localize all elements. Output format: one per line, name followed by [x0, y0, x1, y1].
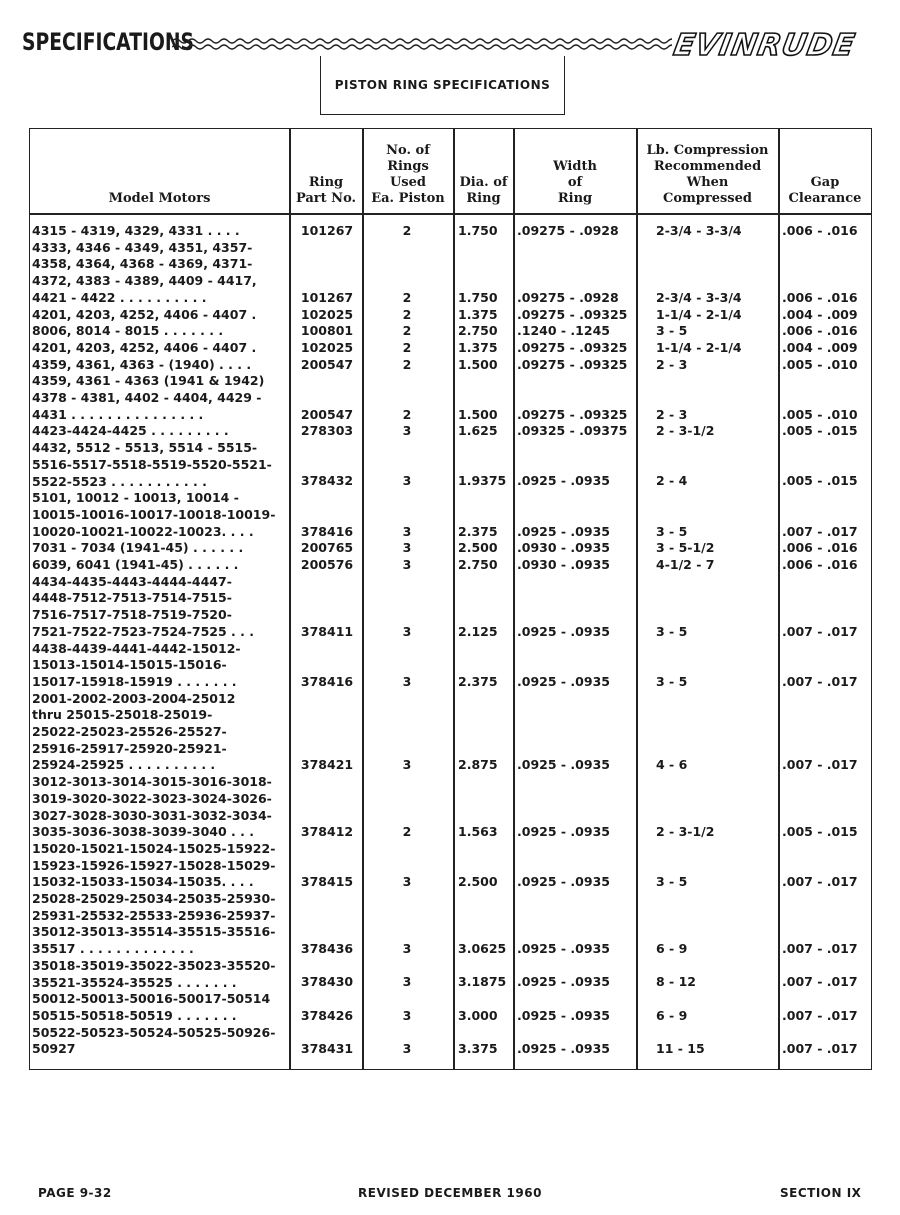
cell-comp: 11 - 15: [656, 1041, 705, 1057]
cell-comp: 2 - 3-1/2: [656, 824, 715, 840]
table-row: [30, 891, 871, 958]
cell-rings: 2: [402, 306, 412, 322]
table-row: [30, 641, 871, 691]
cell-rings: 3: [402, 557, 412, 572]
cell-rings: 3: [402, 523, 412, 539]
cell-dia: 1.375: [458, 306, 498, 322]
cell-rings: 2: [402, 824, 412, 840]
cell-rings: 3: [402, 673, 412, 689]
cell-dia: 2.750: [458, 323, 498, 339]
col-header-width: Width of Ring: [553, 159, 597, 206]
cell-part: 200547: [300, 356, 354, 372]
cell-model: 4423-4424-4425 . . . . . . . . .: [32, 423, 229, 439]
cell-model: 4315 - 4319, 4329, 4331 . . . .: [32, 223, 240, 238]
cell-gap: .006 - .016: [782, 289, 858, 305]
cell-model: 6039, 6041 (1941-45) . . . . . .: [32, 557, 239, 572]
table-row: [30, 423, 871, 440]
cell-dia: 1.563: [458, 824, 498, 840]
cell-gap: .004 - .009: [782, 306, 858, 322]
cell-part: 378416: [300, 673, 354, 689]
cell-comp: 2-3/4 - 3-3/4: [656, 289, 742, 305]
col-header-model: Model Motors: [108, 191, 211, 206]
cell-rings: 3: [402, 974, 412, 990]
cell-gap: .007 - .017: [782, 1007, 858, 1023]
col-header-gap: Gap Clearance: [788, 175, 862, 206]
table-row: [30, 958, 871, 991]
brand-logo: EVINRUDE: [670, 28, 858, 63]
cell-dia: 2.500: [458, 874, 498, 890]
cell-dia: 2.125: [458, 623, 498, 639]
cell-width: .1240 - .1245: [517, 323, 610, 339]
cell-part: 102025: [300, 306, 354, 322]
cell-model: 4432, 5512 - 5513, 5514 - 5515- 5516-5517-5518-5519-5520-5521- 5522-5523 . . . . . . . . . . .: [32, 440, 272, 489]
cell-width: .0925 - .0935: [517, 874, 610, 890]
cell-dia: 2.750: [458, 557, 498, 572]
cell-comp: 3 - 5: [656, 523, 688, 539]
cell-part: 378411: [300, 623, 354, 639]
cell-rings: 2: [402, 406, 412, 422]
cell-width: .0925 - .0935: [517, 941, 610, 957]
cell-comp: 6 - 9: [656, 1007, 688, 1023]
cell-part: 378436: [300, 941, 354, 957]
cell-gap: .005 - .015: [782, 473, 858, 489]
cell-part: 100801: [300, 323, 354, 339]
table-title: PISTON RING SPECIFICATIONS: [334, 78, 551, 92]
table-row: [30, 223, 871, 240]
cell-comp: 3 - 5: [656, 323, 688, 339]
header-divider: [30, 213, 871, 215]
cell-model: 4359, 4361 - 4363 (1941 & 1942) 4378 - 4381, 4402 - 4404, 4429 - 4431 . . . . . . . . . . . . . . .: [32, 373, 265, 422]
cell-gap: .007 - .017: [782, 974, 858, 990]
cell-dia: 2.500: [458, 540, 498, 556]
table-row: [30, 373, 871, 423]
revision-date: REVISED DECEMBER 1960: [358, 1186, 542, 1200]
cell-gap: .007 - .017: [782, 874, 858, 890]
cell-rings: 2: [402, 289, 412, 305]
cell-gap: .007 - .017: [782, 941, 858, 957]
cell-width: .0930 - .0935: [517, 557, 610, 572]
table-row: [30, 540, 871, 557]
cell-part: 378421: [300, 757, 354, 773]
table-row: [30, 574, 871, 641]
table-row: [30, 240, 871, 307]
cell-model: 4201, 4203, 4252, 4406 - 4407 .: [32, 306, 257, 322]
cell-model: 50012-50013-50016-50017-50514 50515-50518-50519 . . . . . . .: [32, 991, 271, 1023]
cell-dia: 2.375: [458, 673, 498, 689]
cell-model: 25028-25029-25034-25035-25930- 25931-25532-25533-25936-25937- 35012-35013-35514-35515-35516- 35517 . . . . . . . . . . . . .: [32, 891, 276, 957]
cell-model: 4333, 4346 - 4349, 4351, 4357- 4358, 4364, 4368 - 4369, 4371- 4372, 4383 - 4389, 4409 - 4417, 4421 - 4422 . . . . . . . . . .: [32, 239, 257, 305]
table-row: [30, 557, 871, 574]
cell-dia: 1.500: [458, 406, 498, 422]
cell-gap: .006 - .016: [782, 540, 858, 556]
col-header-dia: Dia. of Ring: [459, 175, 508, 206]
cell-model: 4438-4439-4441-4442-15012- 15013-15014-15015-15016- 15017-15918-15919 . . . . . . .: [32, 640, 241, 689]
cell-comp: 8 - 12: [656, 974, 696, 990]
cell-rings: 2: [402, 356, 412, 372]
cell-gap: .007 - .017: [782, 673, 858, 689]
cell-dia: 2.875: [458, 757, 498, 773]
cell-gap: .007 - .017: [782, 757, 858, 773]
cell-part: 378415: [300, 874, 354, 890]
cell-comp: 3 - 5: [656, 673, 688, 689]
cell-width: .09275 - .09325: [517, 406, 628, 422]
table-row: [30, 490, 871, 540]
cell-model: 4359, 4361, 4363 - (1940) . . . .: [32, 356, 252, 372]
table-row: [30, 1025, 871, 1058]
cell-part: 200547: [300, 406, 354, 422]
cell-width: .0930 - .0935: [517, 540, 610, 556]
cell-gap: .007 - .017: [782, 1041, 858, 1057]
cell-dia: 3.375: [458, 1041, 498, 1057]
cell-model: 3012-3013-3014-3015-3016-3018- 3019-3020-3022-3023-3024-3026- 3027-3028-3030-3031-3032-3034- 3035-3036-3038-3039-3040 . . .: [32, 774, 272, 840]
cell-dia: 1.750: [458, 289, 498, 305]
cell-part: 378431: [300, 1041, 354, 1057]
cell-comp: 2-3/4 - 3-3/4: [656, 223, 742, 238]
cell-gap: .007 - .017: [782, 523, 858, 539]
cell-gap: .005 - .010: [782, 356, 858, 372]
cell-rings: 3: [402, 757, 412, 773]
cell-part: 378426: [300, 1007, 354, 1023]
cell-width: .09325 - .09375: [517, 423, 628, 439]
cell-dia: 3.000: [458, 1007, 498, 1023]
cell-width: .09275 - .09325: [517, 339, 628, 355]
cell-rings: 3: [402, 540, 412, 556]
cell-dia: 1.625: [458, 423, 498, 439]
cell-dia: 1.375: [458, 339, 498, 355]
cell-rings: 3: [402, 623, 412, 639]
col-header-compression: Lb. Compression Recommended When Compressed: [646, 143, 769, 206]
cell-part: 102025: [300, 339, 354, 355]
cell-part: 378416: [300, 523, 354, 539]
cell-comp: 6 - 9: [656, 941, 688, 957]
cell-comp: 2 - 3: [656, 406, 688, 422]
cell-gap: .007 - .017: [782, 623, 858, 639]
cell-width: .0925 - .0935: [517, 1007, 610, 1023]
cell-model: 8006, 8014 - 8015 . . . . . . .: [32, 323, 224, 339]
table-row: [30, 340, 871, 357]
cell-dia: 1.500: [458, 356, 498, 372]
cell-width: .0925 - .0935: [517, 623, 610, 639]
cell-part: 200576: [300, 557, 354, 572]
cell-part: 200765: [300, 540, 354, 556]
cell-width: .09275 - .09325: [517, 356, 628, 372]
cell-part: 378412: [300, 824, 354, 840]
table-row: [30, 357, 871, 374]
cell-model: 50522-50523-50524-50525-50926- 50927: [32, 1024, 276, 1057]
page-number: PAGE 9-32: [38, 1186, 112, 1200]
cell-comp: 3 - 5-1/2: [656, 540, 715, 556]
cell-comp: 2 - 3-1/2: [656, 423, 715, 439]
cell-gap: .004 - .009: [782, 339, 858, 355]
cell-rings: 3: [402, 1007, 412, 1023]
cell-model: 4434-4435-4443-4444-4447- 4448-7512-7513-7514-7515- 7516-7517-7518-7519-7520- 7521-7522-7523-7524-7525 . . .: [32, 573, 255, 639]
cell-width: .0925 - .0935: [517, 523, 610, 539]
cell-part: 278303: [300, 423, 354, 439]
table-row: [30, 440, 871, 490]
cell-dia: 1.750: [458, 223, 498, 238]
cell-dia: 1.9375: [458, 473, 507, 489]
table-row: [30, 774, 871, 841]
cell-rings: 3: [402, 1041, 412, 1057]
col-header-part: Ring Part No.: [295, 175, 357, 206]
cell-rings: 3: [402, 941, 412, 957]
cell-rings: 2: [402, 323, 412, 339]
cell-model: 15020-15021-15024-15025-15922- 15923-15926-15927-15028-15029- 15032-15033-15034-15035. . . .: [32, 840, 276, 890]
cell-gap: .006 - .016: [782, 323, 858, 339]
cell-comp: 2 - 3: [656, 356, 688, 372]
table-row: [30, 991, 871, 1024]
specifications-table: [29, 128, 872, 1070]
cell-gap: .006 - .016: [782, 557, 858, 572]
cell-rings: 2: [402, 339, 412, 355]
cell-comp: 3 - 5: [656, 874, 688, 890]
col-header-rings: No. of Rings Used Ea. Piston: [371, 143, 445, 206]
cell-rings: 3: [402, 874, 412, 890]
cell-model: 5101, 10012 - 10013, 10014 - 10015-10016-10017-10018-10019- 10020-10021-10022-10023. . . .: [32, 490, 276, 539]
cell-width: .09275 - .0928: [517, 223, 619, 238]
cell-gap: .005 - .015: [782, 824, 858, 840]
cell-dia: 2.375: [458, 523, 498, 539]
cell-model: 4201, 4203, 4252, 4406 - 4407 .: [32, 339, 257, 355]
section-label: SECTION IX: [780, 1186, 862, 1200]
wavy-rule: [172, 36, 672, 52]
cell-width: .0925 - .0935: [517, 1041, 610, 1057]
cell-rings: 2: [402, 223, 412, 238]
table-title-box: [320, 56, 565, 115]
cell-comp: 1-1/4 - 2-1/4: [656, 306, 742, 322]
cell-rings: 3: [402, 423, 412, 439]
cell-part: 378430: [300, 974, 354, 990]
table-row: [30, 307, 871, 324]
cell-gap: .005 - .015: [782, 423, 858, 439]
cell-width: .0925 - .0935: [517, 673, 610, 689]
cell-comp: 4-1/2 - 7: [656, 557, 715, 572]
cell-part: 101267: [300, 223, 354, 238]
page-section-title: SPECIFICATIONS: [22, 28, 195, 56]
cell-comp: 4 - 6: [656, 757, 688, 773]
cell-comp: 3 - 5: [656, 623, 688, 639]
table-row: [30, 323, 871, 340]
cell-part: 378432: [300, 473, 354, 489]
cell-comp: 1-1/4 - 2-1/4: [656, 339, 742, 355]
cell-model: 35018-35019-35022-35023-35520- 35521-35524-35525 . . . . . . .: [32, 957, 276, 990]
cell-width: .0925 - .0935: [517, 824, 610, 840]
cell-rings: 3: [402, 473, 412, 489]
cell-width: .0925 - .0935: [517, 974, 610, 990]
cell-comp: 2 - 4: [656, 473, 688, 489]
cell-width: .09275 - .0928: [517, 289, 619, 305]
cell-gap: .005 - .010: [782, 406, 858, 422]
cell-dia: 3.1875: [458, 974, 507, 990]
cell-part: 101267: [300, 289, 354, 305]
cell-width: .0925 - .0935: [517, 757, 610, 773]
table-row: [30, 691, 871, 775]
cell-width: .09275 - .09325: [517, 306, 628, 322]
cell-width: .0925 - .0935: [517, 473, 610, 489]
table-row: [30, 841, 871, 891]
cell-model: 7031 - 7034 (1941-45) . . . . . .: [32, 540, 244, 556]
cell-dia: 3.0625: [458, 941, 507, 957]
cell-gap: .006 - .016: [782, 223, 858, 238]
cell-model: 2001-2002-2003-2004-25012 thru 25015-25018-25019- 25022-25023-25526-25527- 25916-25917-25920-25921- 25924-25925 . . . . . . . . . .: [32, 690, 236, 773]
